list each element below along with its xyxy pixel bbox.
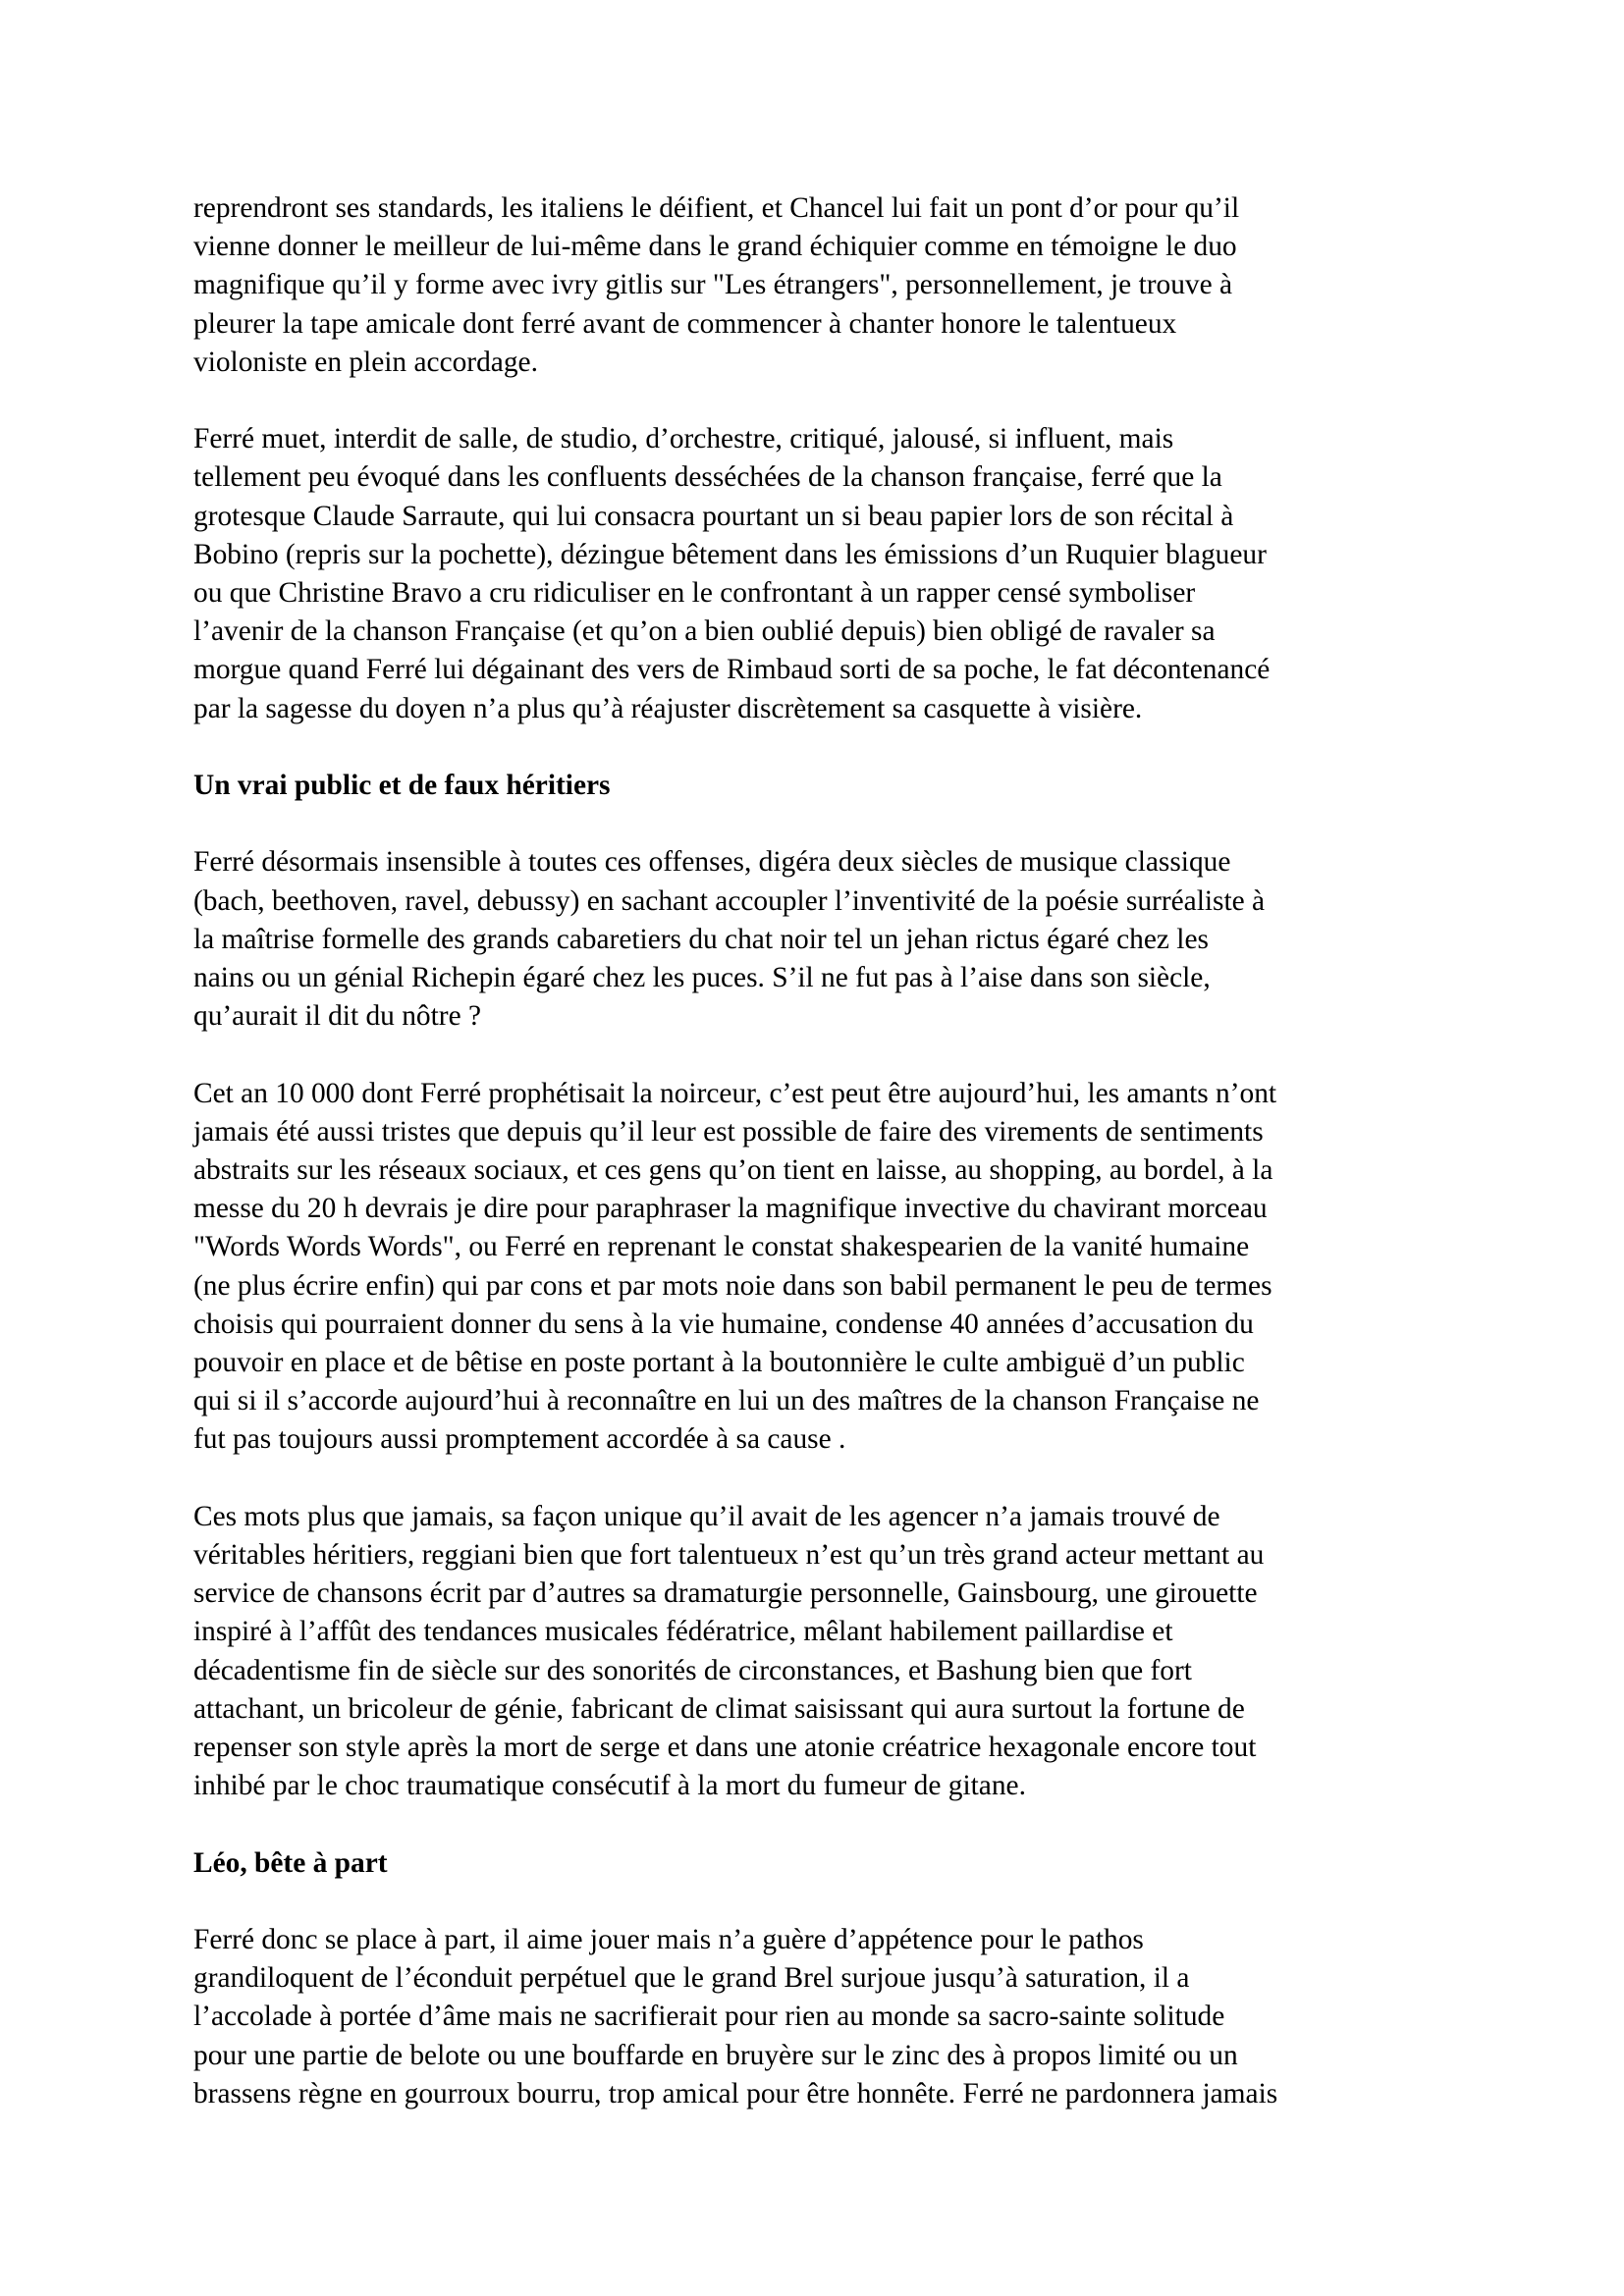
text-line: nains ou un génial Richepin égaré chez les puces. S’il ne fut pas à l’aise dans son siècle, [193, 962, 1211, 994]
text-line: "Words Words Words", ou Ferré en reprenant le constat shakespearien de la vanité humaine [193, 1231, 1250, 1263]
text-line: Ferré donc se place à part, il aime jouer mais n’a guère d’appétence pour le pathos [193, 1924, 1144, 1956]
text-line: pouvoir en place et de bêtise en poste portant à la boutonnière le culte ambiguë d’un public [193, 1347, 1245, 1379]
text-line: messe du 20 h devrais je dire pour paraphraser la magnifique invective du chavirant morceau [193, 1193, 1268, 1225]
text-line: par la sagesse du doyen n’a plus qu’à réajuster discrètement sa casquette à visière. [193, 692, 1143, 724]
text-line: repenser son style après la mort de serge et dans une atonie créatrice hexagonale encore tout [193, 1732, 1257, 1764]
section-heading-vrai-public: Un vrai public et de faux héritiers [193, 770, 611, 802]
text-line: brassens règne en gourroux bourru, trop amical pour être honnête. Ferré ne pardonnera jamais [193, 2077, 1278, 2109]
document-page [193, 189, 1440, 2113]
text-line: Ces mots plus que jamais, sa façon unique qu’il avait de les agencer n’a jamais trouvé de [193, 1500, 1220, 1532]
text-line: abstraits sur les réseaux sociaux, et ces gens qu’on tient en laisse, au shopping, au bordel, à la [193, 1154, 1273, 1187]
text-line: vienne donner le meilleur de lui-même dans le grand échiquier comme en témoigne le duo [193, 231, 1237, 263]
text-line: inhibé par le choc traumatique consécutif à la mort du fumeur de gitane. [193, 1770, 1026, 1802]
text-line: attachant, un bricoleur de génie, fabricant de climat saisissant qui aura surtout la fortune de [193, 1692, 1245, 1725]
text-line: violoniste en plein accordage. [193, 346, 538, 378]
text-line: jamais été aussi tristes que depuis qu’il leur est possible de faire des virements de sentiments [193, 1115, 1264, 1148]
paragraph-standards [193, 189, 1440, 382]
text-line: ou que Christine Bravo a cru ridiculiser en le confrontant à un rapper censé symboliser [193, 577, 1196, 610]
text-line: l’accolade à portée d’âme mais ne sacrifierait pour rien au monde sa sacro-sainte solitude [193, 2001, 1225, 2033]
text-line: reprendront ses standards, les italiens le déifient, et Chancel lui fait un pont d’or pour qu’il [193, 192, 1240, 224]
text-line: l’avenir de la chanson Française (et qu’on a bien oublié depuis) bien obligé de ravaler sa [193, 615, 1216, 648]
text-line: Bobino (repris sur la pochette), dézingue bêtement dans les émissions d’un Ruquier blagueur [193, 538, 1267, 570]
text-line: grotesque Claude Sarraute, qui lui consacra pourtant un si beau papier lors de son récital à [193, 500, 1234, 532]
text-line: Cet an 10 000 dont Ferré prophétisait la noirceur, c’est peut être aujourd’hui, les amants n’ont [193, 1077, 1277, 1109]
text-line: qu’aurait il dit du nôtre ? [193, 1000, 482, 1033]
text-line: la maîtrise formelle des grands cabaretiers du chat noir tel un jehan rictus égaré chez les [193, 923, 1209, 955]
paragraph-an-10000 [193, 1075, 1440, 1460]
text-line: Ferré muet, interdit de salle, de studio, d’orchestre, critiqué, jalousé, si influent, mais [193, 423, 1174, 455]
text-line: choisis qui pourraient donner du sens à la vie humaine, condense 40 années d’accusation du [193, 1308, 1254, 1340]
text-line: tellement peu évoqué dans les confluents desséchées de la chanson française, ferré que la [193, 461, 1222, 494]
text-line: morgue quand Ferré lui dégainant des vers de Rimbaud sorti de sa poche, le fat décontenancé [193, 654, 1271, 686]
text-line: pleurer la tape amicale dont ferré avant de commencer à chanter honore le talentueux [193, 307, 1177, 340]
section-heading-leo-bete: Léo, bête à part [193, 1846, 388, 1879]
text-line: pour une partie de belote ou une bouffarde en bruyère sur le zinc des à propos limité ou un [193, 2039, 1238, 2071]
paragraph-ferre-donc [193, 1921, 1440, 2113]
text-line: Ferré désormais insensible à toutes ces offenses, digéra deux siècles de musique classique [193, 846, 1231, 879]
text-line: service de chansons écrit par d’autres sa dramaturgie personnelle, Gainsbourg, une girouette [193, 1577, 1258, 1610]
text-line: (ne plus écrire enfin) qui par cons et par mots noie dans son babil permanent le peu de termes [193, 1269, 1272, 1302]
text-line: qui si il s’accorde aujourd’hui à reconnaître en lui un des maîtres de la chanson Française ne [193, 1385, 1260, 1417]
text-line: véritables héritiers, reggiani bien que fort talentueux n’est qu’un très grand acteur mettant au [193, 1539, 1265, 1572]
paragraph-ces-mots [193, 1498, 1440, 1806]
text-line: grandiloquent de l’éconduit perpétuel que le grand Brel surjoue jusqu’à saturation, il a [193, 1962, 1190, 1995]
text-line: inspiré à l’affût des tendances musicales fédératrice, mêlant habilement paillardise et [193, 1616, 1173, 1648]
text-line: magnifique qu’il y forme avec ivry gitlis sur "Les étrangers", personnellement, je trouve à [193, 269, 1233, 301]
text-line: (bach, beethoven, ravel, debussy) en sachant accoupler l’inventivité de la poésie surréaliste à [193, 884, 1266, 917]
text-line: décadentisme fin de siècle sur des sonorités de circonstances, et Bashung bien que fort [193, 1654, 1192, 1686]
paragraph-ferre-muet [193, 420, 1440, 728]
paragraph-ferre-desormais [193, 843, 1440, 1036]
text-line: fut pas toujours aussi promptement accordée à sa cause . [193, 1423, 846, 1456]
